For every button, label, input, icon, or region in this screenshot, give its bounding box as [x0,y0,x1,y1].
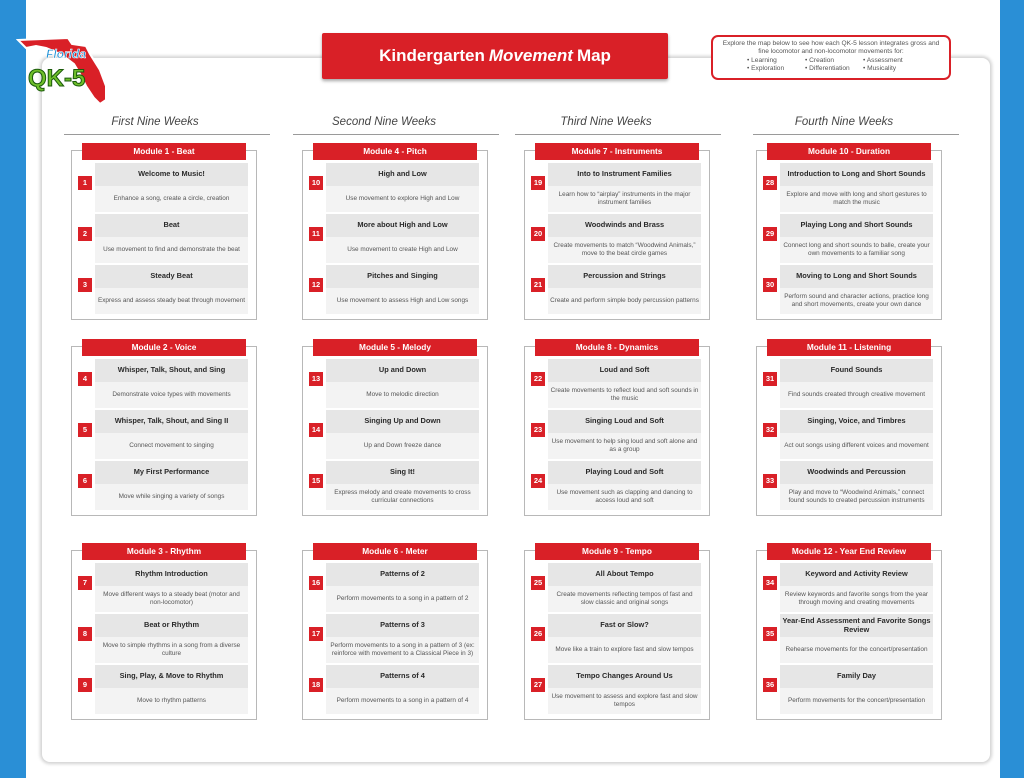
lesson-number-badge: 32 [763,423,777,437]
quarter-divider [293,134,499,135]
lesson-title: More about High and Low [326,214,479,237]
lesson-number-badge: 30 [763,278,777,292]
lesson-number-badge: 9 [78,678,92,692]
lesson-number-badge: 28 [763,176,777,190]
quarter-heading: First Nine Weeks [111,116,199,128]
lesson-number-badge: 12 [309,278,323,292]
lesson-item [72,359,256,408]
lesson-description: Express melody and create movements to cross curricular connections [326,484,479,510]
lesson-title: Loud and Soft [548,359,701,382]
lesson-item [757,359,941,408]
module-card [756,146,942,320]
lesson-title: Sing, Play, & Move to Rhythm [95,665,248,688]
lesson-title: Percussion and Strings [548,265,701,288]
lesson-title: Into to Instrument Families [548,163,701,186]
module-title: Module 11 - Listening [767,339,931,356]
lesson-title: Fast or Slow? [548,614,701,637]
lesson-item [303,214,487,263]
page-title: Kindergarten Movement Map [322,33,668,79]
lesson-number-badge: 27 [531,678,545,692]
lesson-description: Find sounds created through creative movement [780,382,933,408]
lesson-number-badge: 23 [531,423,545,437]
lesson-description: Move to simple rhythms in a song from a diverse culture [95,637,248,663]
lesson-number-badge: 29 [763,227,777,241]
module-card [524,342,710,516]
lesson-title: Found Sounds [780,359,933,382]
lesson-number-badge: 25 [531,576,545,590]
lesson-title: Playing Long and Short Sounds [780,214,933,237]
lesson-title: Rhythm Introduction [95,563,248,586]
lesson-number-badge: 20 [531,227,545,241]
florida-qk5-logo [16,34,110,108]
lesson-number-badge: 35 [763,627,777,641]
quarter-divider [753,134,959,135]
lesson-title: All About Tempo [548,563,701,586]
lesson-title: Singing, Voice, and Timbres [780,410,933,433]
lesson-number-badge: 21 [531,278,545,292]
lesson-title: Steady Beat [95,265,248,288]
lesson-number-badge: 7 [78,576,92,590]
lesson-title: Playing Loud and Soft [548,461,701,484]
lesson-item [525,214,709,263]
module-title: Module 9 - Tempo [535,543,699,560]
lesson-title: Woodwinds and Brass [548,214,701,237]
lesson-item [757,461,941,510]
quarter-heading: Second Nine Weeks [332,116,436,128]
lesson-item [72,214,256,263]
lesson-number-badge: 24 [531,474,545,488]
lesson-description: Demonstrate voice types with movements [95,382,248,408]
lesson-title: Family Day [780,665,933,688]
lesson-title: Patterns of 2 [326,563,479,586]
lesson-title: Patterns of 4 [326,665,479,688]
lesson-number-badge: 13 [309,372,323,386]
lesson-item [757,665,941,714]
lesson-number-badge: 34 [763,576,777,590]
lesson-item [303,163,487,212]
module-card [71,342,257,516]
quarter-heading: Fourth Nine Weeks [794,116,894,128]
lesson-number-badge: 1 [78,176,92,190]
lesson-number-badge: 16 [309,576,323,590]
lesson-item [757,163,941,212]
intro-item: • Creation [805,57,835,64]
lesson-number-badge: 14 [309,423,323,437]
lesson-title: Singing Up and Down [326,410,479,433]
lesson-number-badge: 19 [531,176,545,190]
lesson-item [757,265,941,314]
lesson-title: Beat [95,214,248,237]
lesson-number-badge: 4 [78,372,92,386]
lesson-number-badge: 33 [763,474,777,488]
intro-item: • Musicality [863,65,897,72]
lesson-item [303,359,487,408]
lesson-number-badge: 22 [531,372,545,386]
lesson-item [525,665,709,714]
module-title: Module 4 - Pitch [313,143,477,160]
module-title: Module 12 - Year End Review [767,543,931,560]
lesson-title: Patterns of 3 [326,614,479,637]
lesson-number-badge: 5 [78,423,92,437]
lesson-title: Welcome to Music! [95,163,248,186]
lesson-number-badge: 11 [309,227,323,241]
module-title: Module 2 - Voice [82,339,246,356]
svg-text:QK-5: QK-5 [28,65,86,92]
lesson-item [303,461,487,510]
lesson-item [757,410,941,459]
module-card [524,546,710,720]
lesson-item [525,461,709,510]
lesson-description: Use movement to assess High and Low songs [326,288,479,314]
lesson-item [525,614,709,663]
lesson-number-badge: 2 [78,227,92,241]
lesson-item [303,265,487,314]
intro-item: • Exploration [747,65,785,72]
lesson-item [303,665,487,714]
intro-item: • Learning [747,57,777,64]
lesson-description: Connect long and short sounds to balle, create your own movements to a familiar song [780,237,933,263]
module-title: Module 1 - Beat [82,143,246,160]
lesson-item [525,163,709,212]
lesson-description: Move like a train to explore fast and slow tempos [548,637,701,663]
lesson-item [72,665,256,714]
lesson-title: Introduction to Long and Short Sounds [780,163,933,186]
lesson-number-badge: 3 [78,278,92,292]
lesson-number-badge: 6 [78,474,92,488]
lesson-number-badge: 26 [531,627,545,641]
lesson-item [72,461,256,510]
lesson-description: Perform movements to a song in a pattern of 2 [326,586,479,612]
lesson-item [303,614,487,663]
lesson-description: Connect movement to singing [95,433,248,459]
lesson-description: Move to rhythm patterns [95,688,248,714]
lesson-description: Move to melodic direction [326,382,479,408]
lesson-description: Review keywords and favorite songs from the year through moving and creating movements [780,586,933,612]
module-card [302,342,488,516]
lesson-description: Perform movements for the concert/presentation [780,688,933,714]
svg-text:Florida: Florida [46,47,87,61]
lesson-description: Move while singing a variety of songs [95,484,248,510]
lesson-description: Use movement to create High and Low [326,237,479,263]
lesson-description: Explore and move with long and short gestures to match the music [780,186,933,212]
lesson-description: Play and move to “Woodwind Animals,” connect found sounds to created percussion instruments [780,484,933,510]
lesson-description: Move different ways to a steady beat (motor and non-locomotor) [95,586,248,612]
lesson-title: My First Performance [95,461,248,484]
lesson-item [303,410,487,459]
lesson-item [303,563,487,612]
module-card [302,146,488,320]
lesson-description: Rehearse movements for the concert/presentation [780,637,933,663]
lesson-title: Pitches and Singing [326,265,479,288]
lesson-description: Create movements reflecting tempos of fast and slow classic and original songs [548,586,701,612]
quarter-divider [515,134,721,135]
lesson-description: Learn how to “airplay” instruments in the major instrument families [548,186,701,212]
lesson-description: Enhance a song, create a circle, creation [95,186,248,212]
lesson-description: Create movements to reflect loud and soft sounds in the music [548,382,701,408]
lesson-description: Express and assess steady beat through movement [95,288,248,314]
intro-text: Explore the map below to see how each QK-5 lesson integrates gross and fine locomotor and non-locomotor movements for: [722,40,940,55]
module-title: Module 10 - Duration [767,143,931,160]
lesson-description: Perform sound and character actions, practice long and short movements, create your own dance [780,288,933,314]
module-title: Module 6 - Meter [313,543,477,560]
lesson-description: Create movements to match “Woodwind Animals,” move to the beat circle games [548,237,701,263]
lesson-number-badge: 31 [763,372,777,386]
intro-box [711,35,951,80]
lesson-title: Singing Loud and Soft [548,410,701,433]
lesson-description: Use movement to find and demonstrate the beat [95,237,248,263]
lesson-title: Woodwinds and Percussion [780,461,933,484]
lesson-description: Create and perform simple body percussion patterns [548,288,701,314]
lesson-item [757,214,941,263]
lesson-item [72,614,256,663]
quarter-heading: Third Nine Weeks [560,116,652,128]
lesson-item [757,614,941,663]
lesson-description: Act out songs using different voices and movement [780,433,933,459]
module-card [71,546,257,720]
lesson-description: Up and Down freeze dance [326,433,479,459]
lesson-title: Moving to Long and Short Sounds [780,265,933,288]
lesson-item [72,410,256,459]
module-card [524,146,710,320]
lesson-title: Up and Down [326,359,479,382]
lesson-title: Tempo Changes Around Us [548,665,701,688]
module-title: Module 8 - Dynamics [535,339,699,356]
lesson-number-badge: 18 [309,678,323,692]
lesson-item [72,163,256,212]
lesson-number-badge: 15 [309,474,323,488]
lesson-title: High and Low [326,163,479,186]
intro-list [747,57,943,73]
lesson-description: Perform movements to a song in a pattern of 4 [326,688,479,714]
lesson-title: Keyword and Activity Review [780,563,933,586]
module-card [756,342,942,516]
lesson-description: Use movement to assess and explore fast and slow tempos [548,688,701,714]
lesson-title: Beat or Rhythm [95,614,248,637]
lesson-description: Use movement to help sing loud and soft alone and as a group [548,433,701,459]
lesson-item [757,563,941,612]
lesson-number-badge: 10 [309,176,323,190]
lesson-item [72,563,256,612]
intro-item: • Assessment [863,57,903,64]
lesson-item [525,410,709,459]
lesson-title: Sing It! [326,461,479,484]
lesson-title: Whisper, Talk, Shout, and Sing [95,359,248,382]
lesson-description: Use movement to explore High and Low [326,186,479,212]
lesson-description: Use movement such as clapping and dancing to access loud and soft [548,484,701,510]
module-card [71,146,257,320]
lesson-description: Perform movements to a song in a pattern of 3 (ex: reinforce with movement to a Classical Piece in 3) [326,637,479,663]
lesson-title: Whisper, Talk, Shout, and Sing II [95,410,248,433]
module-title: Module 5 - Melody [313,339,477,356]
module-card [302,546,488,720]
module-title: Module 3 - Rhythm [82,543,246,560]
lesson-number-badge: 8 [78,627,92,641]
lesson-number-badge: 17 [309,627,323,641]
module-title: Module 7 - Instruments [535,143,699,160]
lesson-item [72,265,256,314]
lesson-item [525,563,709,612]
intro-item: • Differentiation [805,65,850,72]
lesson-item [525,359,709,408]
module-card [756,546,942,720]
lesson-number-badge: 36 [763,678,777,692]
lesson-title: Year-End Assessment and Favorite Songs Review [780,614,933,637]
quarter-divider [64,134,270,135]
lesson-item [525,265,709,314]
